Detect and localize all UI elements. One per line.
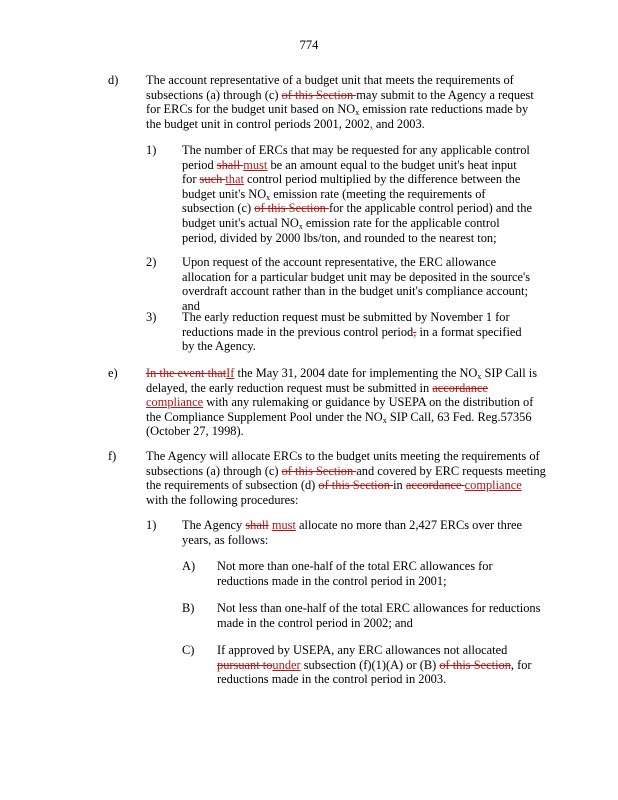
page-number: 774 <box>299 38 319 52</box>
subitem-text: Not more than one-half of the total ERC allowances for reductions made in the control period in 2001; <box>217 559 493 588</box>
item-marker: 1) <box>146 143 157 157</box>
item-text: Upon request of the account representative, the ERC allowance allocation for a particular budget unit may be deposited in the source's overdraft account rather than in the budget unit's compliance account; and <box>182 255 531 313</box>
item-marker: 1) <box>146 518 157 532</box>
section-e-marker: e) <box>108 366 118 380</box>
inserted-text: , <box>369 116 373 131</box>
subitem-marker: C) <box>182 643 195 657</box>
item-text: The Agency shall must allocate no more than 2,427 ERCs over three years, as follows: <box>182 518 522 547</box>
subitem-marker: B) <box>182 601 195 615</box>
item-text: The early reduction request must be submitted by November 1 for reductions made in the previous control period, in a format specified by the Agency. <box>182 310 522 354</box>
item-text: The number of ERCs that may be requested for any applicable control period shall must be an amount equal to the budget unit's heat input for such that control period multiplied by the difference between the budget unit's $NO_x$ emission rate (meeting the requirements of subsection (c) of this Section for the applicable control period) and the budget unit's actual $NO_x$ emission rate for the applicable control period, divided by 2000 lbs/ton, and rounded to the nearest ton; <box>182 143 532 245</box>
section-f-marker: f) <box>108 449 117 463</box>
subitem-text: Not less than one-half of the total ERC allowances for reductions made in the control period in 2002; and <box>217 601 541 630</box>
item-marker: 2) <box>146 255 157 269</box>
section-d-marker: d) <box>108 73 119 87</box>
section-f-text: The Agency will allocate ERCs to the budget units meeting the requirements of subsections (a) through (c) of this Section and covered by ERC requests meeting the requirements of subsection (d) of this Section in accordance compliance with the following procedures: <box>146 449 546 507</box>
section-d-text: The account representative of a budget unit that meets the requirements of subsections (a) through (c) of this Section may submit to the Agency a request for ERCs for the budget unit based on $NO_x$ emission rate reductions made by the budget unit in control periods 2001, 2002, and 2003. <box>146 73 534 131</box>
section-e-text: In the event thatIf the May 31, 2004 date for implementing the $NO_x$ SIP Call is delayed, the early reduction request must be submitted in accordance compliance with any rulemaking or guidance by USEPA on the distribution of the Compliance Supplement Pool under the $NO_x$ SIP Call, 63 Fed. Reg.57356 (October 27, 1998). <box>146 366 538 439</box>
subitem-text: If approved by USEPA, any ERC allowances not allocated pursuant tounder subsection (f)(1)(A) or (B) of this Section, for reductions made in the control period in 2003. <box>217 643 532 687</box>
deleted-text: of this Section <box>281 87 357 102</box>
subitem-marker: A) <box>182 559 196 573</box>
item-marker: 3) <box>146 310 157 324</box>
